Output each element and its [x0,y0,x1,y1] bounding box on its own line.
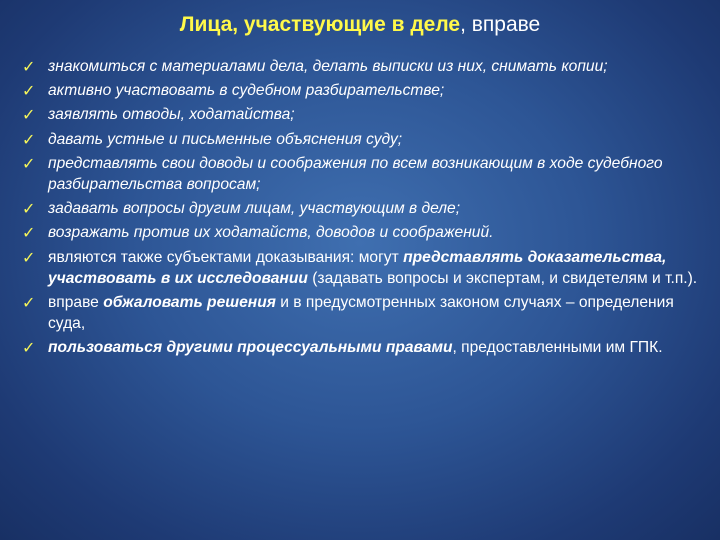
list-item [22,198,702,219]
list-item [22,247,702,289]
list-item-text: активно участвовать в судебном разбирательстве; [48,82,445,100]
list-item [22,222,702,243]
list-item-text: представлять свои доводы и соображения по всем возникающим в ходе судебного разбирательства вопросам; [48,154,663,194]
list-item-text: являются также субъектами доказывания: могут [48,248,404,266]
list-item-text: (задавать вопросы и экспертам, и свидетелям и т.п.). [307,269,698,287]
list-item-text: заявлять отводы, ходатайства; [48,106,295,124]
slide-title [0,10,720,40]
list-item-text: обжаловать решения [103,294,276,312]
list-item-text: возражать против их ходатайств, доводов и соображений. [48,224,494,242]
list-item-text: знакомиться с материалами дела, делать выписки из них, снимать копии; [48,58,608,75]
checkmark-icon: ✓ [22,199,36,219]
checkmark-icon: ✓ [22,293,36,313]
list-item-text: и в предусмотренных законом случаях – определения суда, [48,294,674,333]
list-item-text: вправе [48,294,104,312]
rights-list [22,56,702,362]
checkmark-icon: ✓ [22,223,36,243]
checkmark-icon: ✓ [22,57,36,76]
list-item [22,337,702,358]
checkmark-icon: ✓ [22,247,36,267]
checkmark-icon: ✓ [22,81,36,101]
checkmark-icon: ✓ [22,105,36,125]
checkmark-icon: ✓ [22,153,36,173]
list-item-text: пользоваться другими процессуальными правами [48,339,453,357]
list-item [22,292,702,334]
list-item-text: представлять доказательства, участвовать в их исследовании [48,248,667,287]
list-item [22,80,702,101]
title-rest: , вправе [460,13,541,36]
list-item [22,153,702,195]
list-item-text: задавать вопросы другим лицам, участвующим в деле; [48,200,461,218]
checkmark-icon: ✓ [22,338,36,358]
list-item [22,104,702,125]
checkmark-icon: ✓ [22,129,36,149]
list-item-text: давать устные и письменные объяснения суду; [48,130,403,148]
list-item [22,56,702,77]
title-highlight: Лица, участвующие в деле [179,13,461,36]
list-item [22,129,702,150]
list-item-text: , предоставленными им ГПК. [452,339,663,357]
